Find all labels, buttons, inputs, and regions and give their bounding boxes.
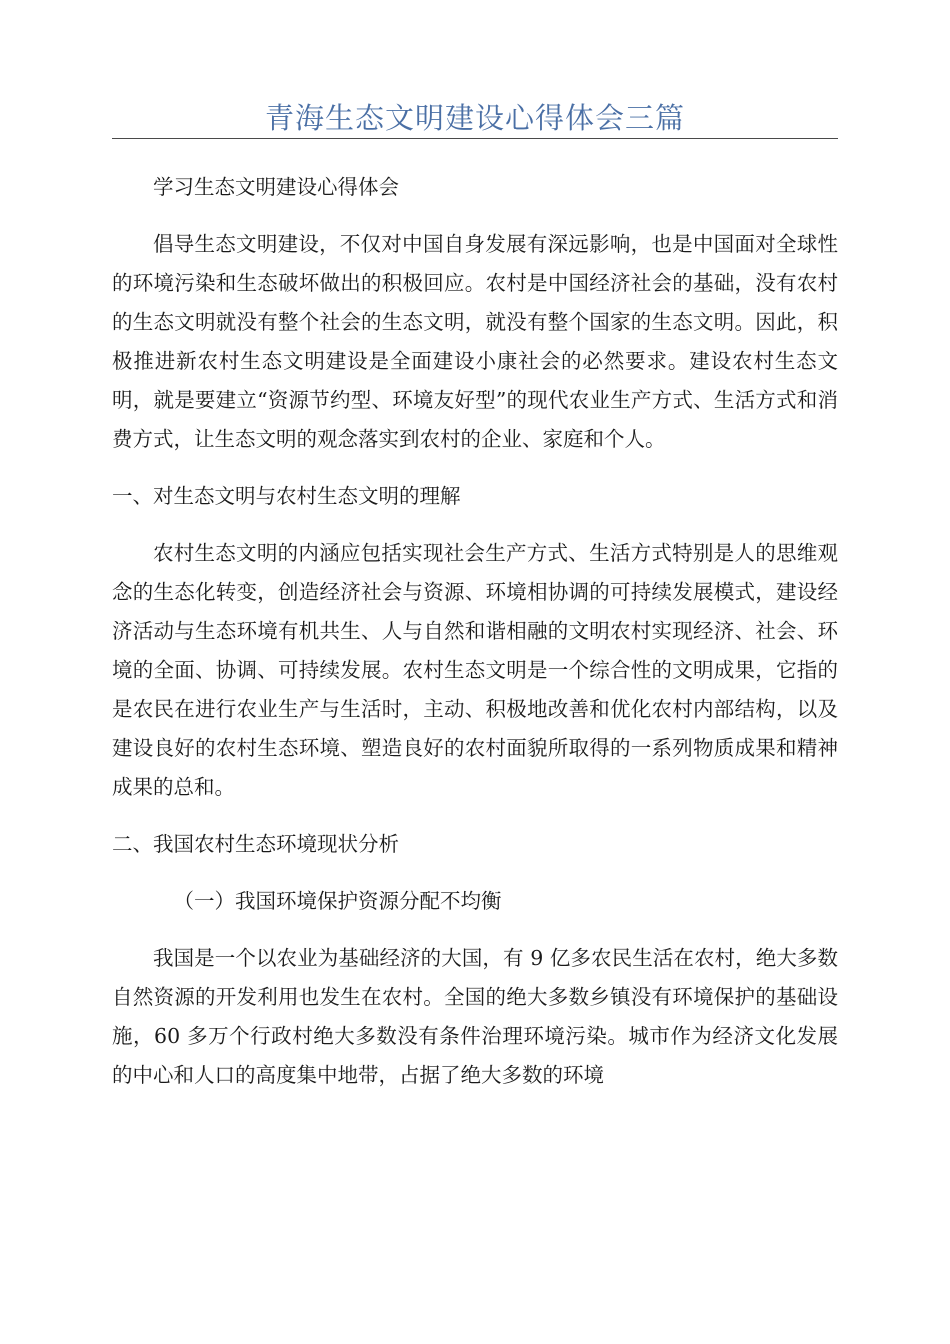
paragraph: 我国是一个以农业为基础经济的大国，有 9 亿多农民生活在农村，绝大多数自然资源的开发利用也发生在农村。全国的绝大多数乡镇没有环境保护的基础设施，60 多万个行政村绝大多数没有条件治理环境污染。城市作为经济文化发展的中心和人口的高度集中地带，占据了绝大多数的环境 xyxy=(112,946,838,1087)
paragraph: 倡导生态文明建设，不仅对中国自身发展有深远影响，也是中国面对全球性的环境污染和生态破坏做出的积极回应。农村是中国经济社会的基础，没有农村的生态文明就没有整个社会的生态文明，就没有整个国家的生态文明。因此，积极推进新农村生态文明建设是全面建设小康社会的必然要求。建设农村生态文明，就是要建立“资源节约型、环境友好型”的现代农业生产方式、生活方式和消费方式，让生态文明的观念落实到农村的企业、家庭和个人。 xyxy=(112,232,838,451)
section-heading: 二、我国农村生态环境现状分析 xyxy=(112,832,399,856)
section-heading: 一、对生态文明与农村生态文明的理解 xyxy=(112,484,461,508)
paragraph: 农村生态文明的内涵应包括实现社会生产方式、生活方式特别是人的思维观念的生态化转变，创造经济社会与资源、环境相协调的可持续发展模式，建设经济活动与生态环境有机共生、人与自然和谐相融的文明农村实现经济、社会、环境的全面、协调、可持续发展。农村生态文明是一个综合性的文明成果，它指的是农民在进行农业生产与生活时，主动、积极地改善和优化农村内部结构，以及建设良好的农村生态环境、塑造良好的农村面貌所取得的一系列物质成果和精神成果的总和。 xyxy=(112,541,838,799)
document-title: 青海生态文明建设心得体会三篇 xyxy=(264,101,685,135)
document-body xyxy=(112,168,838,1113)
section-subtitle: 学习生态文明建设心得体会 xyxy=(153,175,399,199)
subsection-heading: （一）我国环境保护资源分配不均衡 xyxy=(173,889,502,913)
title-underline xyxy=(112,138,838,139)
